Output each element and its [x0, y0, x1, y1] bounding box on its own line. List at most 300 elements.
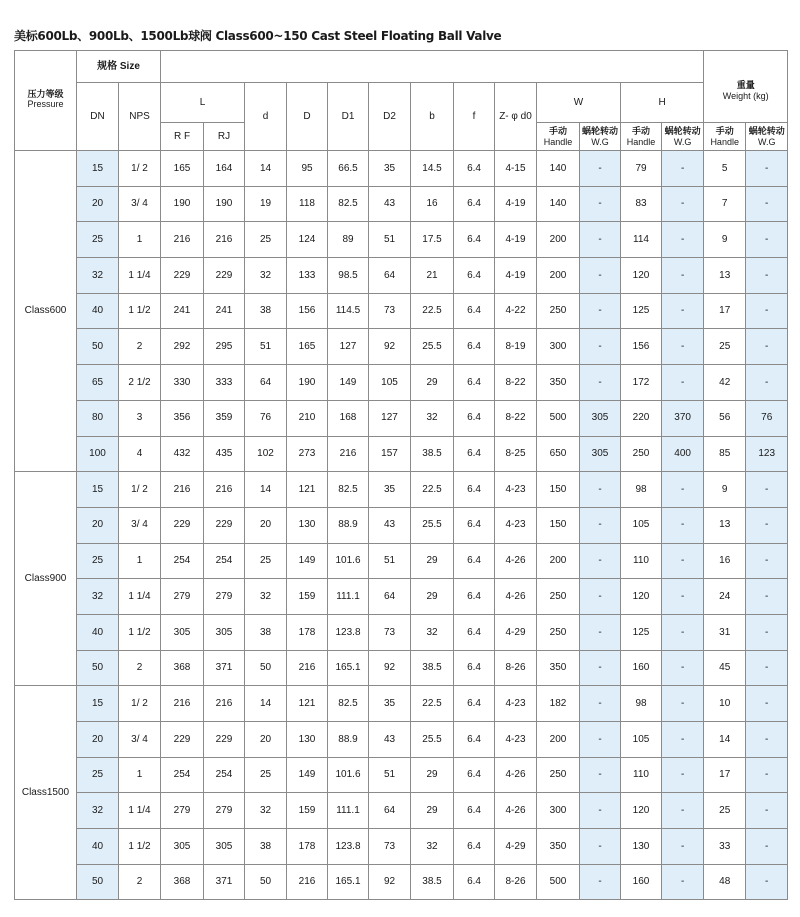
cell-D1: 82.5: [328, 686, 369, 722]
cell-wt-wg: -: [746, 186, 788, 222]
cell-rf: 229: [161, 722, 204, 758]
cell-D1: 168: [328, 400, 369, 436]
cell-nps: 1/ 2: [119, 151, 161, 187]
cell-D: 121: [287, 472, 328, 508]
cell-rf: 229: [161, 507, 204, 543]
table-row: [15, 329, 788, 365]
cell-D: 156: [287, 293, 328, 329]
cell-b: 32: [411, 829, 454, 865]
pressure-cn-label: 压力等级: [27, 89, 64, 99]
cell-w-wg: -: [580, 793, 621, 829]
cell-rj: 371: [204, 650, 245, 686]
cell-nps: 1: [119, 543, 161, 579]
cell-b: 29: [411, 579, 454, 615]
cell-w-h: 150: [537, 507, 580, 543]
cell-D1: 101.6: [328, 543, 369, 579]
cell-wt-h: 9: [704, 222, 746, 258]
cell-h-h: 120: [621, 258, 662, 294]
cell-d: 19: [245, 186, 287, 222]
l-header: L: [161, 83, 245, 123]
cell-b: 25.5: [411, 722, 454, 758]
cell-wt-wg: -: [746, 329, 788, 365]
cell-f: 6.4: [454, 579, 495, 615]
cell-z: 4-26: [495, 757, 537, 793]
cell-rj: 229: [204, 258, 245, 294]
cell-wt-wg: -: [746, 293, 788, 329]
cell-dn: 40: [77, 614, 119, 650]
cell-z: 4-15: [495, 151, 537, 187]
cell-wt-h: 17: [704, 757, 746, 793]
cell-nps: 1 1/4: [119, 258, 161, 294]
cell-D: 273: [287, 436, 328, 472]
cell-d: 51: [245, 329, 287, 365]
cell-w-h: 140: [537, 186, 580, 222]
cell-z: 4-23: [495, 686, 537, 722]
cell-wt-h: 33: [704, 829, 746, 865]
cell-wt-h: 24: [704, 579, 746, 615]
w-header: W: [537, 83, 621, 123]
cell-nps: 2: [119, 329, 161, 365]
cell-D1: 88.9: [328, 722, 369, 758]
weight-wg-header: 蜗轮转动 W.G: [746, 123, 788, 151]
cell-d: 76: [245, 400, 287, 436]
cell-z: 4-19: [495, 186, 537, 222]
table-row: [15, 614, 788, 650]
cell-d: 20: [245, 507, 287, 543]
cell-rj: 295: [204, 329, 245, 365]
cell-wt-wg: -: [746, 365, 788, 401]
w-wg-header: 蜗轮转动 W.G: [580, 123, 621, 151]
cell-d: 32: [245, 793, 287, 829]
cell-nps: 1 1/2: [119, 614, 161, 650]
cell-wt-wg: -: [746, 722, 788, 758]
cell-f: 6.4: [454, 151, 495, 187]
cell-w-h: 350: [537, 829, 580, 865]
cell-h-h: 120: [621, 579, 662, 615]
cell-D2: 73: [369, 293, 411, 329]
cell-dn: 25: [77, 757, 119, 793]
cell-wt-wg: -: [746, 258, 788, 294]
cell-dn: 100: [77, 436, 119, 472]
cell-b: 17.5: [411, 222, 454, 258]
cell-D: 149: [287, 757, 328, 793]
cell-w-wg: -: [580, 365, 621, 401]
cell-h-wg: -: [662, 829, 704, 865]
dimensions-header-blank: [161, 51, 704, 83]
cell-D2: 64: [369, 258, 411, 294]
cell-f: 6.4: [454, 614, 495, 650]
cell-d: 25: [245, 757, 287, 793]
cell-z: 4-23: [495, 507, 537, 543]
cell-b: 38.5: [411, 864, 454, 900]
cell-nps: 1: [119, 222, 161, 258]
cell-dn: 20: [77, 507, 119, 543]
table-row: [15, 400, 788, 436]
cell-dn: 32: [77, 258, 119, 294]
cell-dn: 25: [77, 222, 119, 258]
cell-h-h: 220: [621, 400, 662, 436]
cell-h-wg: -: [662, 614, 704, 650]
cell-D1: 114.5: [328, 293, 369, 329]
pressure-header: [15, 51, 77, 151]
cell-nps: 3/ 4: [119, 186, 161, 222]
D-header: D: [287, 83, 328, 151]
cell-D1: 123.8: [328, 614, 369, 650]
cell-nps: 4: [119, 436, 161, 472]
cell-h-h: 110: [621, 757, 662, 793]
cell-rj: 305: [204, 829, 245, 865]
cell-D1: 111.1: [328, 579, 369, 615]
cell-z: 8-25: [495, 436, 537, 472]
cell-nps: 1 1/4: [119, 793, 161, 829]
cell-D2: 51: [369, 222, 411, 258]
cell-dn: 20: [77, 186, 119, 222]
cell-wt-h: 16: [704, 543, 746, 579]
cell-w-wg: -: [580, 507, 621, 543]
z-header: Z- φ d0: [495, 83, 537, 151]
cell-w-wg: -: [580, 864, 621, 900]
cell-D1: 101.6: [328, 757, 369, 793]
cell-D1: 88.9: [328, 507, 369, 543]
cell-D2: 92: [369, 650, 411, 686]
cell-h-wg: 400: [662, 436, 704, 472]
cell-d: 14: [245, 686, 287, 722]
d-header: d: [245, 83, 287, 151]
cell-b: 29: [411, 365, 454, 401]
cell-h-h: 160: [621, 650, 662, 686]
cell-h-h: 250: [621, 436, 662, 472]
cell-rf: 305: [161, 614, 204, 650]
cell-rf: 254: [161, 757, 204, 793]
cell-w-wg: -: [580, 293, 621, 329]
cell-d: 50: [245, 650, 287, 686]
cell-D2: 64: [369, 579, 411, 615]
cell-f: 6.4: [454, 365, 495, 401]
cell-rf: 229: [161, 258, 204, 294]
cell-h-wg: -: [662, 186, 704, 222]
cell-D1: 165.1: [328, 650, 369, 686]
cell-nps: 3: [119, 400, 161, 436]
cell-z: 8-22: [495, 400, 537, 436]
cell-f: 6.4: [454, 864, 495, 900]
cell-wt-h: 9: [704, 472, 746, 508]
cell-h-wg: -: [662, 793, 704, 829]
cell-d: 32: [245, 579, 287, 615]
cell-wt-h: 17: [704, 293, 746, 329]
pressure-class-cell: Class600: [15, 151, 77, 472]
cell-h-wg: -: [662, 222, 704, 258]
cell-wt-h: 48: [704, 864, 746, 900]
cell-dn: 32: [77, 793, 119, 829]
cell-w-wg: -: [580, 722, 621, 758]
cell-f: 6.4: [454, 258, 495, 294]
cell-wt-h: 25: [704, 329, 746, 365]
cell-D: 133: [287, 258, 328, 294]
cell-h-wg: -: [662, 757, 704, 793]
table-row: [15, 793, 788, 829]
dn-header: DN: [77, 83, 119, 151]
cell-D2: 73: [369, 829, 411, 865]
cell-h-h: 120: [621, 793, 662, 829]
cell-wt-h: 42: [704, 365, 746, 401]
cell-rf: 279: [161, 793, 204, 829]
weight-header: [704, 51, 788, 123]
cell-b: 21: [411, 258, 454, 294]
cell-D: 216: [287, 650, 328, 686]
cell-D: 159: [287, 793, 328, 829]
table-row: [15, 507, 788, 543]
pressure-class-cell: Class900: [15, 472, 77, 686]
cell-d: 64: [245, 365, 287, 401]
cell-h-h: 125: [621, 293, 662, 329]
cell-f: 6.4: [454, 757, 495, 793]
cell-D2: 157: [369, 436, 411, 472]
cell-f: 6.4: [454, 507, 495, 543]
table-row: [15, 365, 788, 401]
cell-rj: 435: [204, 436, 245, 472]
cell-f: 6.4: [454, 686, 495, 722]
cell-d: 14: [245, 472, 287, 508]
cell-D: 165: [287, 329, 328, 365]
cell-rj: 333: [204, 365, 245, 401]
cell-h-h: 98: [621, 686, 662, 722]
cell-D: 159: [287, 579, 328, 615]
cell-D1: 98.5: [328, 258, 369, 294]
table-row: [15, 864, 788, 900]
cell-dn: 32: [77, 579, 119, 615]
cell-h-wg: -: [662, 472, 704, 508]
cell-w-wg: -: [580, 543, 621, 579]
cell-h-wg: -: [662, 507, 704, 543]
cell-nps: 3/ 4: [119, 507, 161, 543]
cell-nps: 1 1/2: [119, 293, 161, 329]
cell-nps: 2 1/2: [119, 365, 161, 401]
cell-D: 95: [287, 151, 328, 187]
cell-D1: 82.5: [328, 472, 369, 508]
table-row: [15, 293, 788, 329]
cell-w-h: 300: [537, 793, 580, 829]
D2-header: D2: [369, 83, 411, 151]
cell-b: 38.5: [411, 650, 454, 686]
cell-rj: 359: [204, 400, 245, 436]
cell-D: 216: [287, 864, 328, 900]
cell-D1: 89: [328, 222, 369, 258]
cell-h-h: 83: [621, 186, 662, 222]
cell-b: 25.5: [411, 507, 454, 543]
cell-b: 22.5: [411, 686, 454, 722]
cell-D2: 43: [369, 186, 411, 222]
cell-w-wg: 305: [580, 400, 621, 436]
cell-wt-h: 56: [704, 400, 746, 436]
cell-d: 25: [245, 543, 287, 579]
cell-rf: 368: [161, 864, 204, 900]
cell-d: 20: [245, 722, 287, 758]
cell-rj: 216: [204, 222, 245, 258]
cell-h-wg: -: [662, 293, 704, 329]
cell-rf: 356: [161, 400, 204, 436]
cell-rj: 254: [204, 757, 245, 793]
cell-wt-wg: 123: [746, 436, 788, 472]
cell-w-wg: -: [580, 258, 621, 294]
cell-w-wg: -: [580, 329, 621, 365]
cell-h-h: 110: [621, 543, 662, 579]
cell-nps: 1 1/4: [119, 579, 161, 615]
cell-D2: 35: [369, 151, 411, 187]
cell-w-wg: -: [580, 829, 621, 865]
cell-b: 32: [411, 614, 454, 650]
cell-b: 29: [411, 793, 454, 829]
cell-nps: 2: [119, 864, 161, 900]
cell-wt-h: 10: [704, 686, 746, 722]
table-row: [15, 757, 788, 793]
cell-wt-h: 14: [704, 722, 746, 758]
cell-w-wg: -: [580, 686, 621, 722]
cell-f: 6.4: [454, 472, 495, 508]
cell-h-wg: -: [662, 722, 704, 758]
cell-w-wg: 305: [580, 436, 621, 472]
cell-f: 6.4: [454, 400, 495, 436]
cell-w-wg: -: [580, 186, 621, 222]
cell-wt-wg: -: [746, 686, 788, 722]
cell-d: 14: [245, 151, 287, 187]
cell-D2: 92: [369, 329, 411, 365]
cell-w-wg: -: [580, 472, 621, 508]
cell-w-wg: -: [580, 650, 621, 686]
cell-h-h: 79: [621, 151, 662, 187]
cell-rj: 279: [204, 579, 245, 615]
cell-wt-h: 5: [704, 151, 746, 187]
cell-w-wg: -: [580, 614, 621, 650]
cell-rf: 216: [161, 222, 204, 258]
cell-rj: 254: [204, 543, 245, 579]
pressure-en-label: Pressure: [27, 99, 64, 110]
cell-f: 6.4: [454, 650, 495, 686]
valve-spec-table: [14, 50, 788, 900]
cell-dn: 15: [77, 472, 119, 508]
table-row: [15, 436, 788, 472]
cell-D: 130: [287, 507, 328, 543]
cell-D2: 51: [369, 543, 411, 579]
cell-D2: 105: [369, 365, 411, 401]
cell-f: 6.4: [454, 543, 495, 579]
cell-wt-wg: -: [746, 864, 788, 900]
w-handle-header: 手动 Handle: [537, 123, 580, 151]
D1-header: D1: [328, 83, 369, 151]
cell-w-wg: -: [580, 757, 621, 793]
cell-w-h: 140: [537, 151, 580, 187]
cell-dn: 25: [77, 543, 119, 579]
cell-wt-wg: -: [746, 151, 788, 187]
cell-f: 6.4: [454, 222, 495, 258]
b-header: b: [411, 83, 454, 151]
cell-D2: 43: [369, 507, 411, 543]
cell-rf: 190: [161, 186, 204, 222]
cell-w-wg: -: [580, 151, 621, 187]
table-row: [15, 722, 788, 758]
cell-w-wg: -: [580, 579, 621, 615]
cell-wt-wg: -: [746, 757, 788, 793]
cell-b: 16: [411, 186, 454, 222]
cell-D: 118: [287, 186, 328, 222]
cell-w-h: 250: [537, 579, 580, 615]
table-row: [15, 650, 788, 686]
cell-z: 4-19: [495, 258, 537, 294]
cell-wt-h: 45: [704, 650, 746, 686]
table-row: [15, 222, 788, 258]
cell-h-h: 105: [621, 507, 662, 543]
cell-rf: 330: [161, 365, 204, 401]
cell-h-wg: -: [662, 151, 704, 187]
cell-d: 38: [245, 614, 287, 650]
cell-dn: 15: [77, 151, 119, 187]
cell-D1: 111.1: [328, 793, 369, 829]
cell-z: 4-26: [495, 543, 537, 579]
cell-b: 25.5: [411, 329, 454, 365]
cell-dn: 65: [77, 365, 119, 401]
cell-z: 4-29: [495, 829, 537, 865]
cell-z: 4-19: [495, 222, 537, 258]
cell-z: 4-23: [495, 722, 537, 758]
cell-f: 6.4: [454, 186, 495, 222]
cell-w-h: 350: [537, 365, 580, 401]
cell-wt-wg: -: [746, 793, 788, 829]
size-header: 规格 Size: [77, 51, 161, 83]
cell-D: 210: [287, 400, 328, 436]
cell-D: 121: [287, 686, 328, 722]
h-header: H: [621, 83, 704, 123]
cell-wt-h: 7: [704, 186, 746, 222]
cell-f: 6.4: [454, 722, 495, 758]
cell-D1: 66.5: [328, 151, 369, 187]
cell-rj: 241: [204, 293, 245, 329]
cell-dn: 50: [77, 329, 119, 365]
cell-rf: 432: [161, 436, 204, 472]
cell-h-wg: -: [662, 329, 704, 365]
cell-D: 190: [287, 365, 328, 401]
table-row: [15, 258, 788, 294]
cell-z: 8-26: [495, 650, 537, 686]
table-body: [15, 51, 788, 900]
cell-D2: 35: [369, 472, 411, 508]
cell-nps: 1 1/2: [119, 829, 161, 865]
cell-h-wg: -: [662, 686, 704, 722]
cell-dn: 50: [77, 650, 119, 686]
cell-d: 50: [245, 864, 287, 900]
cell-z: 4-23: [495, 472, 537, 508]
table-row: [15, 186, 788, 222]
cell-D2: 64: [369, 793, 411, 829]
cell-d: 32: [245, 258, 287, 294]
cell-wt-wg: -: [746, 222, 788, 258]
cell-D2: 92: [369, 864, 411, 900]
cell-w-h: 500: [537, 400, 580, 436]
h-handle-header: 手动 Handle: [621, 123, 662, 151]
cell-D: 124: [287, 222, 328, 258]
cell-nps: 1/ 2: [119, 686, 161, 722]
cell-b: 22.5: [411, 472, 454, 508]
weight-en-label: Weight (kg): [722, 90, 769, 101]
cell-b: 29: [411, 543, 454, 579]
cell-f: 6.4: [454, 436, 495, 472]
cell-D: 178: [287, 614, 328, 650]
cell-D2: 127: [369, 400, 411, 436]
cell-wt-wg: -: [746, 650, 788, 686]
cell-rf: 165: [161, 151, 204, 187]
cell-wt-wg: -: [746, 472, 788, 508]
cell-D1: 123.8: [328, 829, 369, 865]
cell-rj: 164: [204, 151, 245, 187]
cell-wt-h: 31: [704, 614, 746, 650]
